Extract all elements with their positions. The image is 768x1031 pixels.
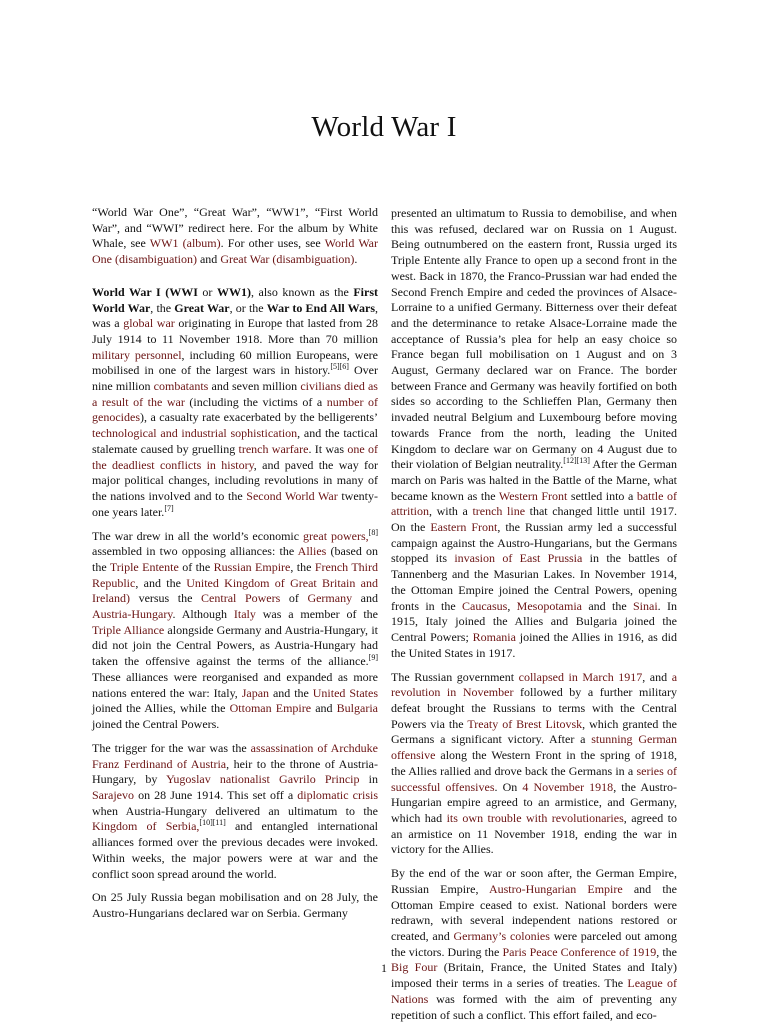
wiki-link[interactable]: collapsed in March 1917: [518, 669, 643, 684]
text-run: (based on the: [92, 544, 378, 574]
text-run: or: [197, 284, 217, 299]
text-run: , and the tactical stalemate caused by gruelling: [92, 426, 378, 456]
text-run: and seven million: [208, 379, 301, 394]
text-run: , the: [290, 559, 315, 574]
wiki-link[interactable]: Austro-Hungarian Empire: [488, 881, 623, 896]
wiki-link[interactable]: Russian Empire: [213, 559, 291, 574]
wiki-link[interactable]: Eastern Front: [430, 520, 498, 535]
russian-collapse-paragraph: [391, 670, 677, 858]
wiki-link[interactable]: Japan: [241, 685, 270, 700]
page-title: World War I: [311, 111, 457, 143]
left-column: [92, 205, 378, 930]
text-run: The Russian government: [391, 669, 519, 684]
text-run: settled into a: [567, 488, 637, 503]
wiki-link[interactable]: great powers,: [303, 528, 369, 543]
text-run: joined the Allies, while the: [92, 701, 230, 716]
text-run: The war drew in all the world’s economic: [92, 528, 304, 543]
text-run: , including 60 million Europeans, were mobilised in one of the largest wars in history.: [92, 347, 378, 378]
text-run: , the: [656, 944, 677, 959]
text-run: in: [359, 772, 379, 787]
wiki-link[interactable]: Paris Peace Conference of 1919: [502, 944, 657, 959]
bold-term: First World War: [92, 284, 378, 315]
citation[interactable]: [8]: [368, 527, 378, 537]
wiki-link[interactable]: League of Nations: [391, 976, 677, 1006]
text-run: along the Western Front in the spring of 1918, the Allies rallied and drove back the Germans in a: [391, 748, 677, 778]
text-run: . For other uses, see: [220, 236, 325, 251]
wiki-link[interactable]: Yugoslav nationalist Gavrilo Princip: [166, 772, 360, 787]
wiki-link[interactable]: Kingdom of Serbia,: [92, 819, 200, 834]
hatnote: [92, 205, 378, 268]
wiki-link[interactable]: French Third Republic: [92, 559, 378, 590]
wiki-link[interactable]: assassination of Archduke Franz Ferdinand of Austria: [92, 740, 378, 771]
wiki-link[interactable]: global war: [123, 316, 175, 331]
citation[interactable]: [5][6]: [330, 362, 349, 372]
text-run: joined the Central Powers.: [92, 716, 220, 731]
text-run: (Britain, France, the United States and Italy) imposed their terms in a series of treaties. The: [391, 960, 677, 991]
text-run: versus the: [129, 591, 202, 606]
text-run: of: [280, 591, 308, 606]
aftermath-paragraph: [391, 866, 677, 1023]
text-run: twenty-one years later.: [92, 488, 379, 519]
right-column: [391, 206, 677, 1031]
wiki-link[interactable]: Central Powers: [201, 591, 281, 606]
text-run: , and the: [135, 575, 187, 590]
text-run: The trigger for the war was the: [92, 740, 251, 755]
wiki-link[interactable]: series of successful offensives: [391, 763, 677, 794]
wiki-link[interactable]: number of genocides: [92, 394, 379, 425]
wiki-link[interactable]: Great War (disambiguation): [220, 252, 355, 267]
text-run: .: [354, 252, 358, 267]
wiki-link[interactable]: Triple Alliance: [92, 622, 165, 637]
wiki-link[interactable]: United States: [312, 685, 378, 700]
wiki-link[interactable]: military personnel: [92, 347, 182, 362]
bold-term: War to End All Wars: [266, 300, 375, 315]
text-run: and: [196, 252, 221, 267]
intro-paragraph: [92, 285, 378, 521]
wiki-link[interactable]: Sinai: [633, 598, 658, 613]
text-run: By the end of the war or soon after, the German Empire, Russian Empire,: [391, 866, 677, 896]
text-run: , also known as the: [250, 284, 354, 299]
wiki-link[interactable]: trench line: [472, 504, 526, 519]
text-run: joined the Allies in 1916, as did the United States in 1917.: [391, 629, 677, 660]
wiki-link[interactable]: Second World War: [246, 488, 338, 503]
text-run: in the battles of Tannenberg and the Masurian Lakes. In November 1914, the Ottoman Empire joined the Central Powers, opening fronts in the: [391, 551, 677, 613]
bold-term: Great War: [174, 300, 230, 315]
wiki-link[interactable]: 4 November 1918: [522, 779, 614, 794]
trigger-paragraph: [92, 741, 378, 882]
text-run: . It was: [308, 441, 348, 456]
text-run: After the German march on Paris was halted in the Battle of the Marne, what became known as the: [391, 457, 677, 503]
text-run: were parceled out among the victors. During the: [391, 929, 677, 959]
text-run: presented an ultimatum to Russia to demobilise, and when this was refused, declared war on Russia on 1 August. Being outnumbered on the eastern front, Russia urged its Triple Entente ally France to open up a second front in the west. Back in 1870, the Franco-Prussian war had ended the Second French Empire and ceded the provinces of Alsace-Lorraine to a unified Germany. Bitterness over their defeat and the determinance to retake Alsace-Lorraine made the acceptance of Russia’s plea for help an easy choice so France began full mobilisation on 1 August and on 3 August, Germany declared war on France. The border between France and Germany was heavily fortified on both sides so according to the Schlieffen Plan, Germany then invaded neutral Belgium and Luxembourg before moving towards France from the north, leading the United Kingdom to declare war on Germany on 4 August due to their violation of Belgian neutrality.: [391, 206, 677, 472]
citation[interactable]: [12][13]: [563, 456, 590, 466]
wiki-link[interactable]: diplomatic crisis: [297, 787, 378, 802]
wiki-link[interactable]: Germany: [307, 591, 353, 606]
text-run: when Austria-Hungary delivered an ultimatum to the: [92, 803, 378, 818]
citation[interactable]: [9]: [368, 653, 378, 663]
text-run: . Although: [172, 607, 234, 622]
text-run: and: [352, 591, 378, 606]
wiki-link[interactable]: Allies: [297, 544, 327, 559]
text-run: originating in Europe that lasted from 28 July 1914 to 11 November 1918. More than 70 million: [92, 316, 378, 346]
text-run: and the Ottoman Empire ceased to exist. National borders were redrawn, with several independent nations restored or created, and: [391, 881, 677, 944]
text-run: , with a: [429, 504, 473, 519]
wiki-link[interactable]: civilians died as a result of the war: [92, 379, 378, 409]
text-run: , or the: [229, 300, 267, 315]
wiki-link[interactable]: Caucasus: [462, 598, 508, 613]
wiki-link[interactable]: Italy: [233, 607, 256, 622]
mobilisation-paragraph: [92, 890, 378, 921]
wiki-link[interactable]: Western Front: [498, 488, 568, 503]
alliances-paragraph: [92, 529, 378, 733]
citation[interactable]: [7]: [164, 503, 174, 513]
wiki-link[interactable]: Ottoman Empire: [229, 701, 312, 716]
text-run: was a member of the: [255, 607, 378, 622]
text-run: and the: [269, 685, 313, 700]
wiki-link[interactable]: Sarajevo: [92, 787, 134, 802]
text-run: , the Russian army led a successful campaign against the Austro-Hungarians, but the Germans stopped its: [391, 520, 678, 566]
text-run: , agreed to an armistice on 11 November 1918, ending the war in victory for the Allies.: [391, 810, 678, 857]
text-run: alongside Germany and Austria-Hungary, it did not join the Central Powers, as Austria-Hungary had taken the offensive against the terms of the alliance.: [92, 622, 378, 669]
wiki-link[interactable]: one of the deadliest conflicts in history: [92, 441, 378, 472]
text-run: was formed with the aim of preventing any repetition of such a conflict. This effort failed, and eco-: [391, 991, 677, 1022]
wiki-link[interactable]: its own trouble with revolutionaries: [446, 810, 624, 825]
bold-term: WW1): [216, 284, 251, 299]
wiki-link[interactable]: a revolution in November: [391, 669, 678, 700]
wiki-link[interactable]: battle of attrition: [391, 488, 677, 519]
text-run: followed by a further military defeat brought the Russians to terms with the Central Powers via the: [391, 685, 677, 731]
text-run: of the: [178, 559, 214, 574]
wiki-link[interactable]: WW1 (album): [149, 236, 221, 251]
wiki-link[interactable]: Big Four: [391, 960, 438, 975]
text-run: , and: [642, 669, 672, 684]
wiki-link[interactable]: World War One (disambiguation): [92, 236, 379, 267]
wiki-link[interactable]: Treaty of Brest Litovsk: [467, 716, 583, 731]
wiki-link[interactable]: technological and industrial sophistication: [92, 426, 298, 441]
wiki-link[interactable]: United Kingdom of Great Britain and Ireland): [92, 575, 378, 606]
text-run: ,: [507, 598, 517, 613]
wiki-link[interactable]: Triple Entente: [109, 559, 179, 574]
wiki-link[interactable]: Romania: [472, 629, 516, 644]
text-run: , the: [150, 300, 175, 315]
text-run: that changed little until 1917. On the: [391, 504, 677, 535]
text-run: On 25 July Russia began mobilisation and on 28 July, the Austro-Hungarians declared war on Serbia. Germany: [92, 890, 378, 921]
mobilisation-paragraph-continued: [391, 206, 677, 661]
page-number: 1: [381, 961, 387, 975]
text-run: , was a: [92, 300, 378, 331]
text-run: and entangled international alliances formed over the previous decades were invoked. Within weeks, the major powers were at war and the conflict soon spread around the world.: [92, 819, 378, 881]
wiki-link[interactable]: invasion of East Prussia: [454, 551, 583, 566]
wiki-link[interactable]: Bulgaria: [336, 701, 378, 716]
text-run: and the: [582, 598, 633, 613]
wiki-link[interactable]: trench warfare: [238, 441, 309, 456]
bold-term: World War I (WWI: [92, 284, 198, 299]
text-run: . On: [494, 779, 523, 794]
wiki-link[interactable]: combatants: [153, 379, 209, 394]
text-run: , and paved the way for major political changes, including revolutions in many of the nations involved and to the: [92, 457, 378, 503]
wiki-link[interactable]: Mesopotamia: [516, 598, 582, 613]
text-run: Over nine million: [92, 363, 378, 394]
text-run: (including the victims of a: [184, 394, 327, 409]
text-run: “World War One”, “Great War”, “WW1”, “First World War”, and “WWI” redirect here. For the album by White Whale, see: [92, 205, 378, 251]
text-run: These alliances were reorganised and expanded as more nations entered the war: Italy,: [92, 669, 378, 700]
wiki-link[interactable]: Germany’s colonies: [453, 929, 550, 944]
text-run: , which granted the Germans a significant victory. After a: [391, 716, 678, 747]
text-run: and: [311, 701, 337, 716]
text-run: , heir to the throne of Austria-Hungary, by: [92, 756, 378, 787]
wiki-link[interactable]: Austria-Hungary: [92, 607, 173, 622]
text-run: . In 1915, Italy joined the Allies and Bulgaria joined the Central Powers;: [391, 598, 678, 644]
text-run: on 28 June 1914. This set off a: [133, 787, 298, 802]
text-run: ), a casualty rate exacerbated by the belligerents’: [139, 410, 378, 425]
citation[interactable]: [10][11]: [199, 818, 226, 828]
text-run: , the Austro-Hungarian empire agreed to an armistice, and Germany, which had: [391, 779, 678, 825]
text-run: assembled in two opposing alliances: the: [92, 544, 298, 559]
wiki-link[interactable]: stunning German offensive: [391, 732, 677, 763]
